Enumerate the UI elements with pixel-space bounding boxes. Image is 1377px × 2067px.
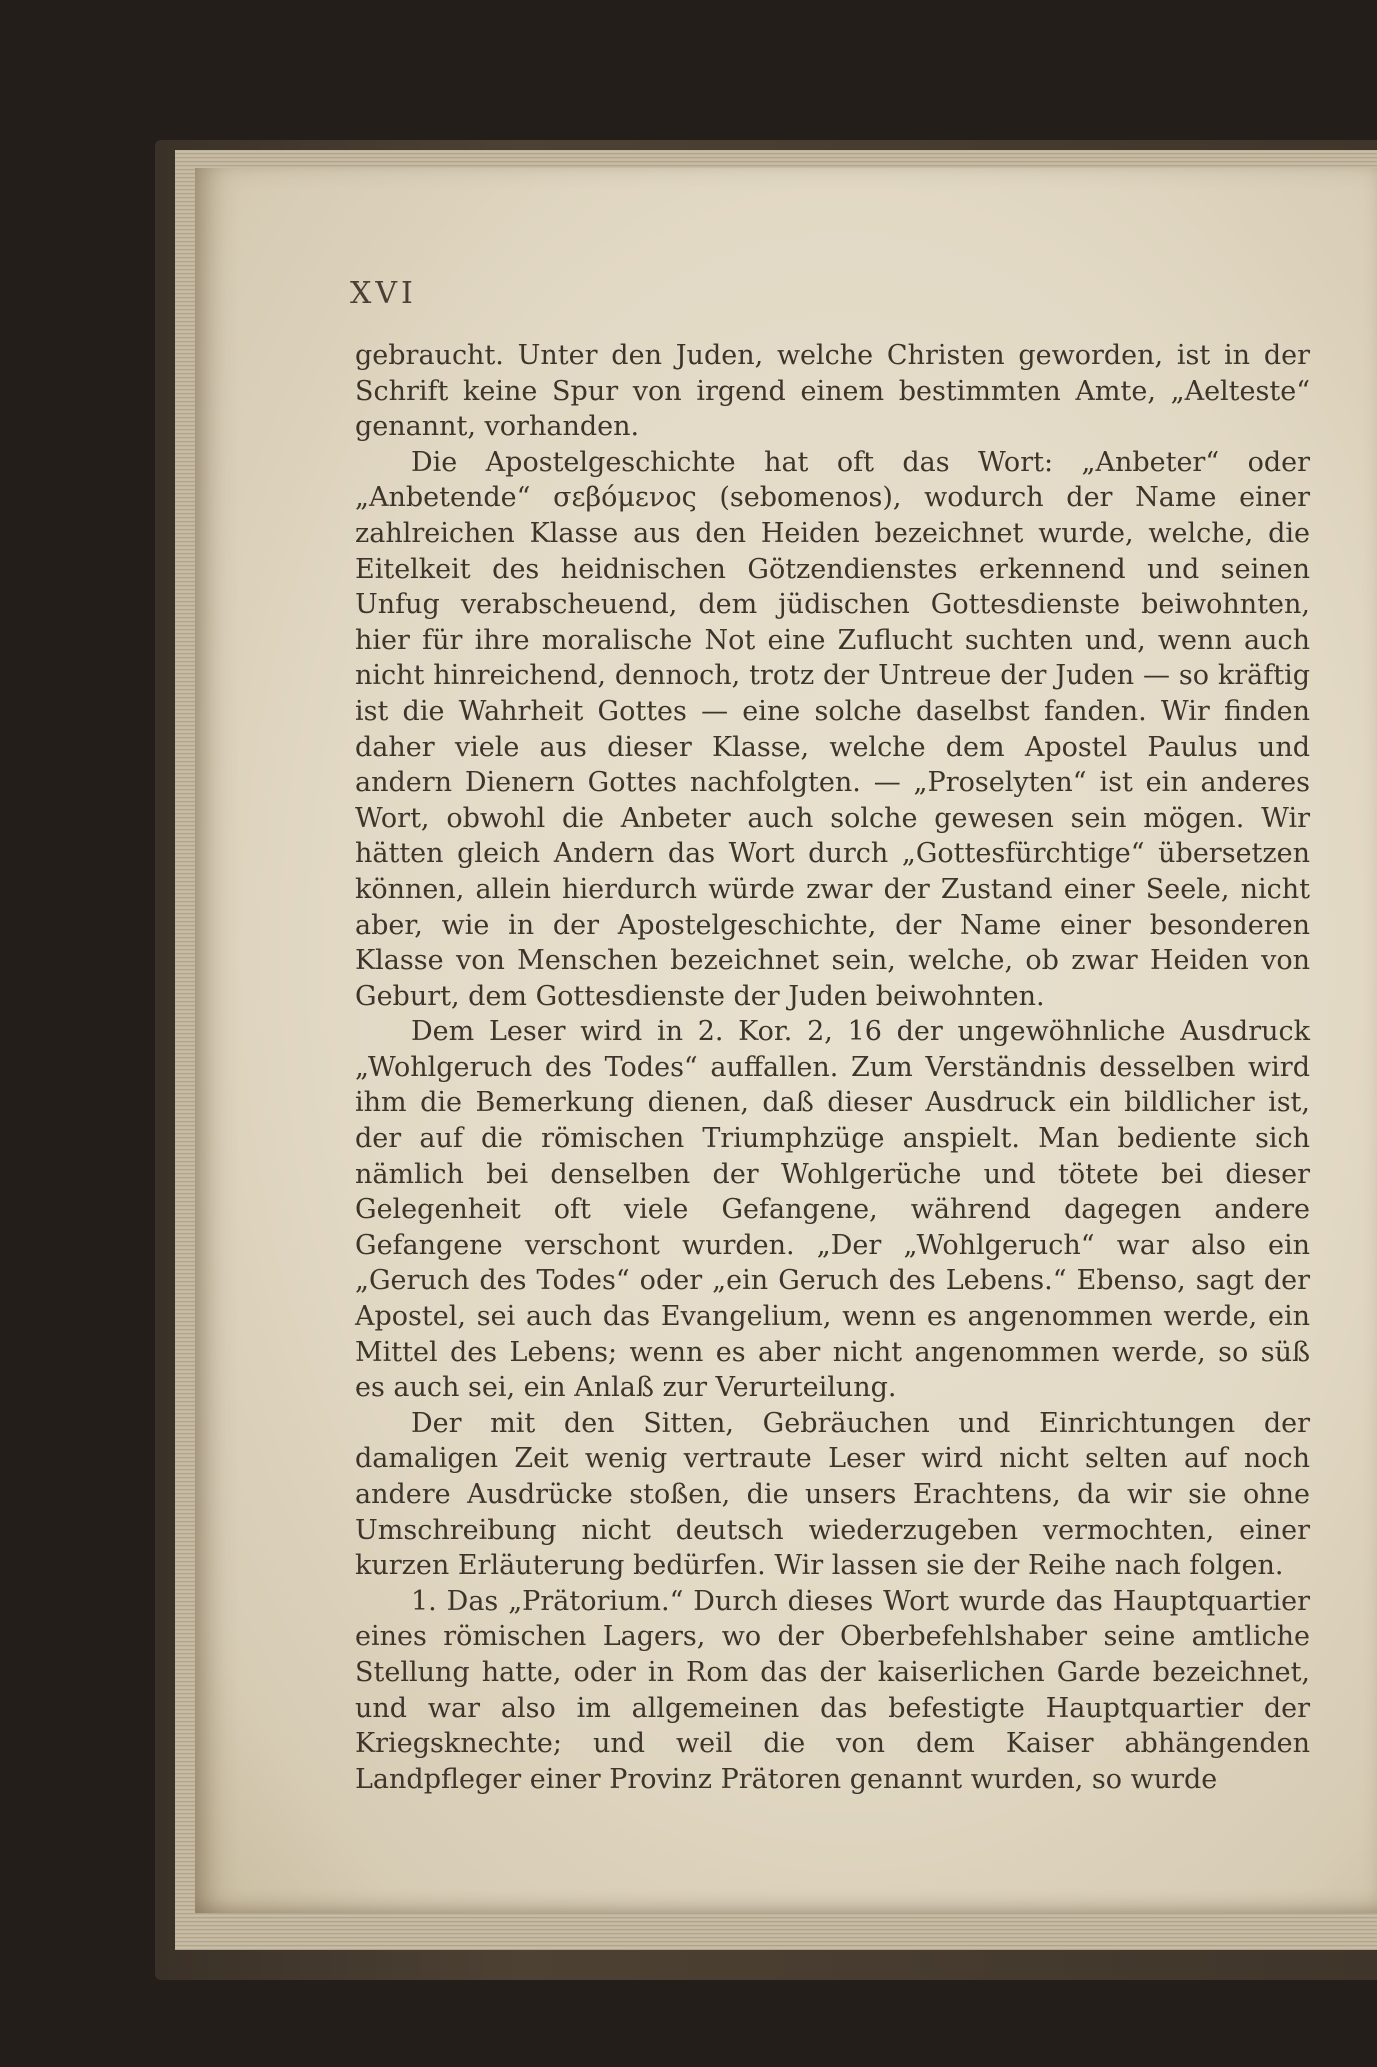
book-page: [195, 168, 1377, 1913]
paragraph-1: gebraucht. Unter den Juden, welche Christen geworden, ist in der Schrift keine Spur von irgend einem bestimmten Amte, „Aelteste“ genannt, vorhanden.: [355, 340, 1310, 443]
paragraph-4: Der mit den Sitten, Gebräuchen und Einrichtungen der damaligen Zeit wenig vertraute Leser wird nicht selten auf noch andere Ausdrücke stoßen, die unsers Erachtens, da wir sie ohne Umschreibung nicht deutsch wiederzugeben vermochten, einer kurzen Erläuterung bedürfen. Wir lassen sie der Reihe nach folgen.: [355, 1407, 1310, 1582]
page-number: XVI: [350, 276, 417, 311]
paragraph-2: Die Apostelgeschichte hat oft das Wort: „Anbeter“ oder „Anbetende“ σεβόμενος (sebomenos), wodurch der Name einer zahlreichen Klasse aus den Heiden bezeichnet wurde, welche, die Eitelkeit des heidnischen Götzendienstes erkennend und seinen Unfug verabscheuend, dem jüdischen Gottesdienste beiwohnten, hier für ihre moralische Not eine Zuflucht suchten und, wenn auch nicht hinreichend, dennoch, trotz der Untreue der Juden — so kräftig ist die Wahrheit Gottes — eine solche daselbst fanden. Wir finden daher viele aus dieser Klasse, welche dem Apostel Paulus und andern Dienern Gottes nachfolgten. — „Proselyten“ ist ein anderes Wort, obwohl die Anbeter auch solche gewesen sein mögen. Wir hätten gleich Andern das Wort durch „Gottesfürchtige“ übersetzen können, allein hierdurch würde zwar der Zustand einer Seele, nicht aber, wie in der Apostelgeschichte, der Name einer besonderen Klasse von Menschen bezeichnet sein, welche, ob zwar Heiden von Geburt, dem Gottesdienste der Juden beiwohnten.: [355, 446, 1310, 1012]
paragraph-3: Dem Leser wird in 2. Kor. 2, 16 der ungewöhnliche Ausdruck „Wohlgeruch des Todes“ auffallen. Zum Verständnis desselben wird ihm die Bemerkung dienen, daß dieser Ausdruck ein bildlicher ist, der auf die römischen Triumphzüge anspielt. Man bediente sich nämlich bei denselben der Wohlgerüche und tötete bei dieser Gelegenheit oft viele Gefangene, während dagegen andere Gefangene verschont wurden. „Der „Wohlgeruch“ war also ein „Geruch des Todes“ oder „ein Geruch des Lebens.“ Ebenso, sagt der Apostel, sei auch das Evangelium, wenn es angenommen werde, ein Mittel des Lebens; wenn es aber nicht angenommen werde, so süß es auch sei, ein Anlaß zur Verurteilung.: [355, 1016, 1310, 1404]
paragraph-5: 1. Das „Prätorium.“ Durch dieses Wort wurde das Hauptquartier eines römischen Lagers, wo der Oberbefehlshaber seine amtliche Stellung hatte, oder in Rom das der kaiserlichen Garde bezeichnet, und war also im allgemeinen das befestigte Hauptquartier der Kriegsknechte; und weil die von dem Kaiser abhängenden Landpfleger einer Provinz Prätoren genannt wurden, so wurde: [355, 1585, 1310, 1795]
page-text: [355, 338, 1310, 1797]
